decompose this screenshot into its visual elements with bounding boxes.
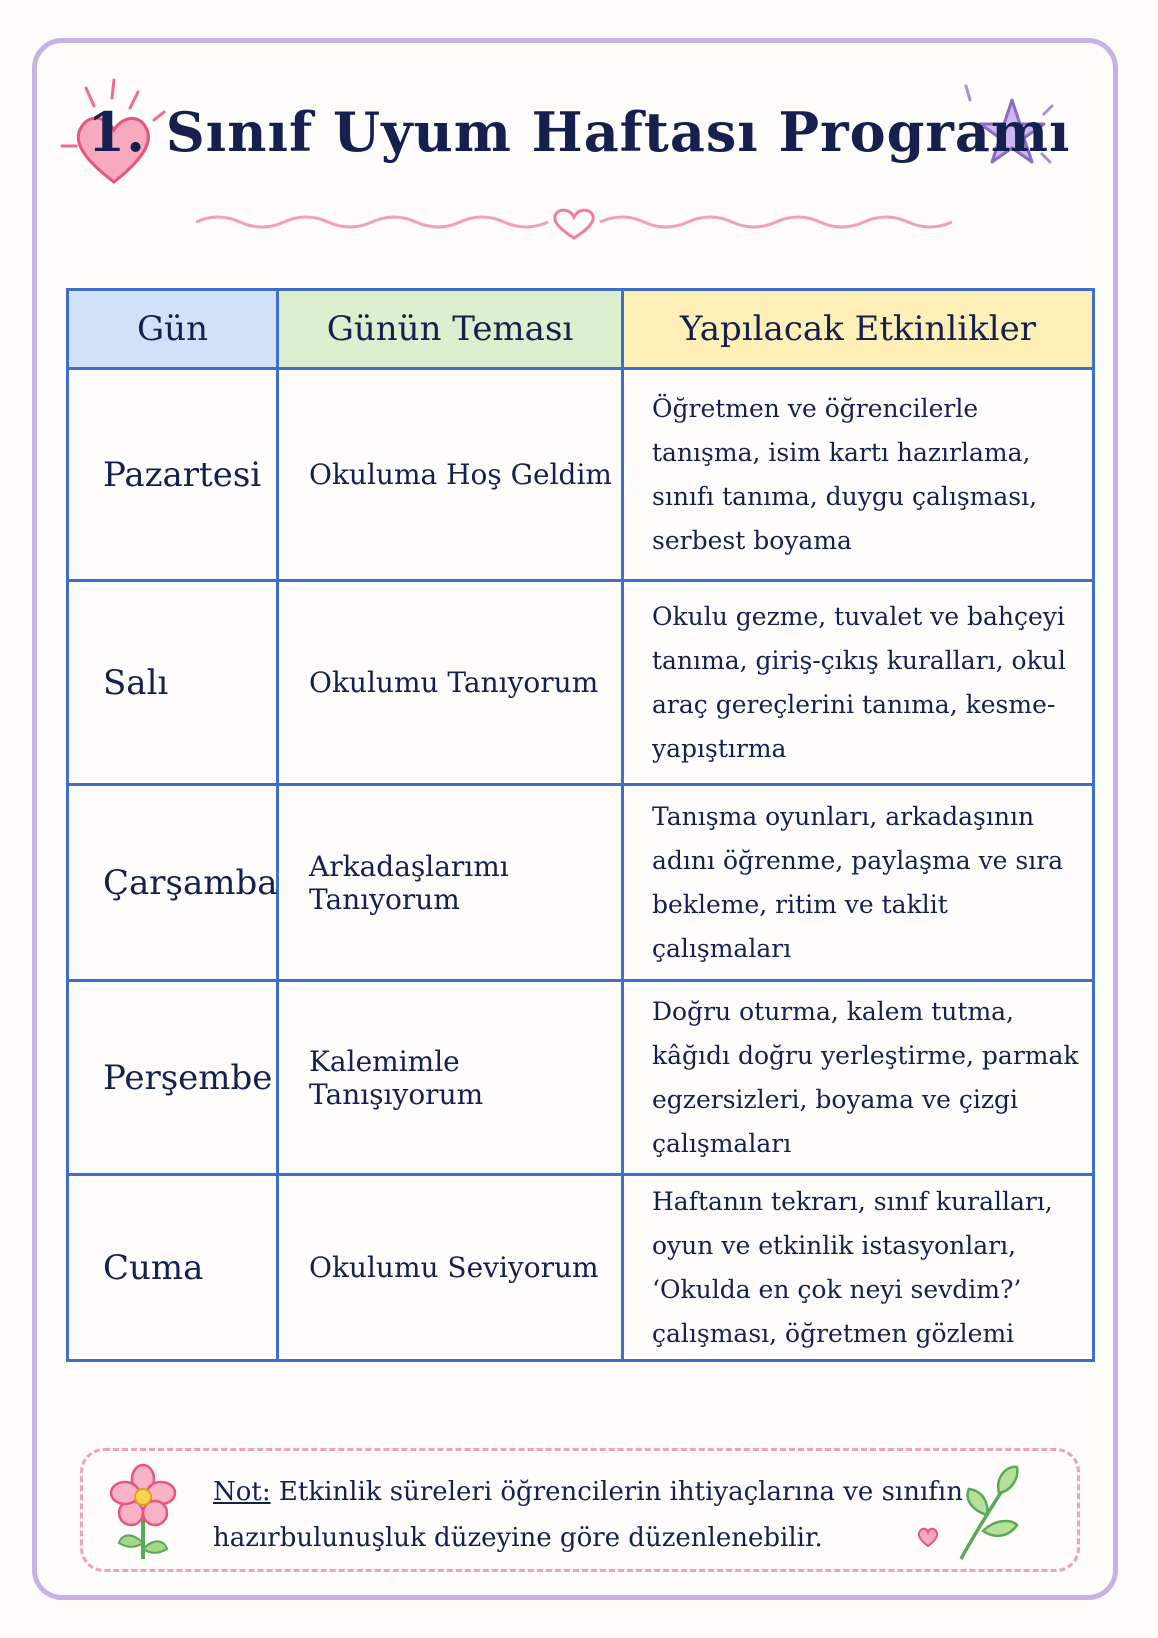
theme-cell: Okulumu Tanıyorum [278, 581, 623, 785]
page-title: 1. Sınıf Uyum Haftası Programı [87, 100, 1071, 164]
header-theme: Günün Teması [278, 290, 623, 369]
header-activities: Yapılacak Etkinlikler [623, 290, 1094, 369]
wavy-heart-divider [196, 204, 952, 244]
activities-cell: Okulu gezme, tuvalet ve bahçeyi tanıma, giriş-çıkış kuralları, okul araç gereçlerini tanıma, kesme-yapıştırma [623, 581, 1094, 785]
day-cell: Perşembe [68, 981, 278, 1175]
table-row [68, 981, 1094, 1175]
note-box [80, 1448, 1080, 1572]
table-header-row [68, 290, 1094, 369]
table-row [68, 369, 1094, 581]
table-row [68, 785, 1094, 981]
note-body: Etkinlik süreleri öğrencilerin ihtiyaçlarına ve sınıfın hazırbulunuşluk düzeyine göre düzenlenebilir. [213, 1477, 963, 1553]
day-cell: Salı [68, 581, 278, 785]
activities-cell: Haftanın tekrarı, sınıf kuralları, oyun ve etkinlik istasyonları, ‘Okulda en çok neyi sevdim?’ çalışması, öğretmen gözlemi [623, 1175, 1094, 1361]
activities-cell: Doğru oturma, kalem tutma, kâğıdı doğru yerleştirme, parmak egzersizleri, boyama ve çizgi çalışmaları [623, 981, 1094, 1175]
flower-icon [103, 1461, 183, 1565]
theme-cell: Okuluma Hoş Geldim [278, 369, 623, 581]
activities-cell: Öğretmen ve öğrencilerle tanışma, isim kartı hazırlama, sınıfı tanıma, duygu çalışması, serbest boyama [623, 369, 1094, 581]
leaf-sprig-icon [947, 1459, 1037, 1565]
day-cell: Cuma [68, 1175, 278, 1361]
day-cell: Çarşamba [68, 785, 278, 981]
table-row [68, 581, 1094, 785]
activities-cell: Tanışma oyunları, arkadaşının adını öğrenme, paylaşma ve sıra bekleme, ritim ve taklit çalışmaları [623, 785, 1094, 981]
theme-cell: Arkadaşlarımı Tanıyorum [278, 785, 623, 981]
day-cell: Pazartesi [68, 369, 278, 581]
table-row [68, 1175, 1094, 1361]
theme-cell: Okulumu Seviyorum [278, 1175, 623, 1361]
theme-cell: Kalemimle Tanışıyorum [278, 981, 623, 1175]
header-day: Gün [68, 290, 278, 369]
schedule-table [66, 288, 1095, 1362]
note-label: Not: [213, 1477, 271, 1507]
note-text [213, 1469, 973, 1561]
small-heart-icon [915, 1523, 941, 1549]
